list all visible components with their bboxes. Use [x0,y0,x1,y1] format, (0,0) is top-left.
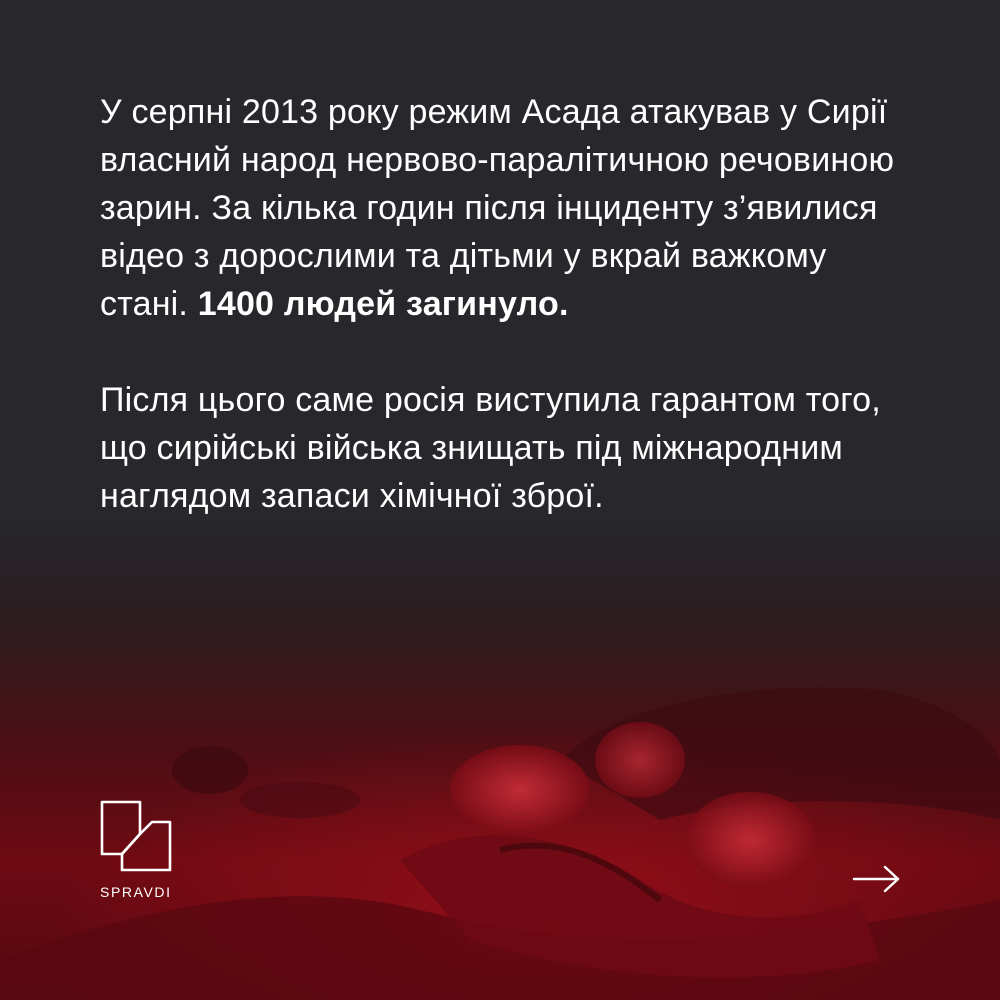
paragraph-1-text: У серпні 2013 року режим Асада атакував у Сирії власний народ нервово-паралітичною речовиною зарин. За кілька годин після інциденту з’явилися відео з дорослими та дітьми у вкрай важкому стані. [100,93,895,323]
paragraph-1 [100,88,920,328]
brand-name: SPRAVDI [100,884,172,900]
paragraph-2: Після цього саме росія виступила гарантом того, що сирійські війська знищать під міжнародним наглядом запаси хімічної зброї. [100,381,881,515]
body-text [100,88,920,520]
paragraph-1-highlight: 1400 людей загинуло. [197,285,569,323]
spravdi-logo-icon [100,800,172,872]
arrow-right-icon[interactable] [852,864,902,894]
